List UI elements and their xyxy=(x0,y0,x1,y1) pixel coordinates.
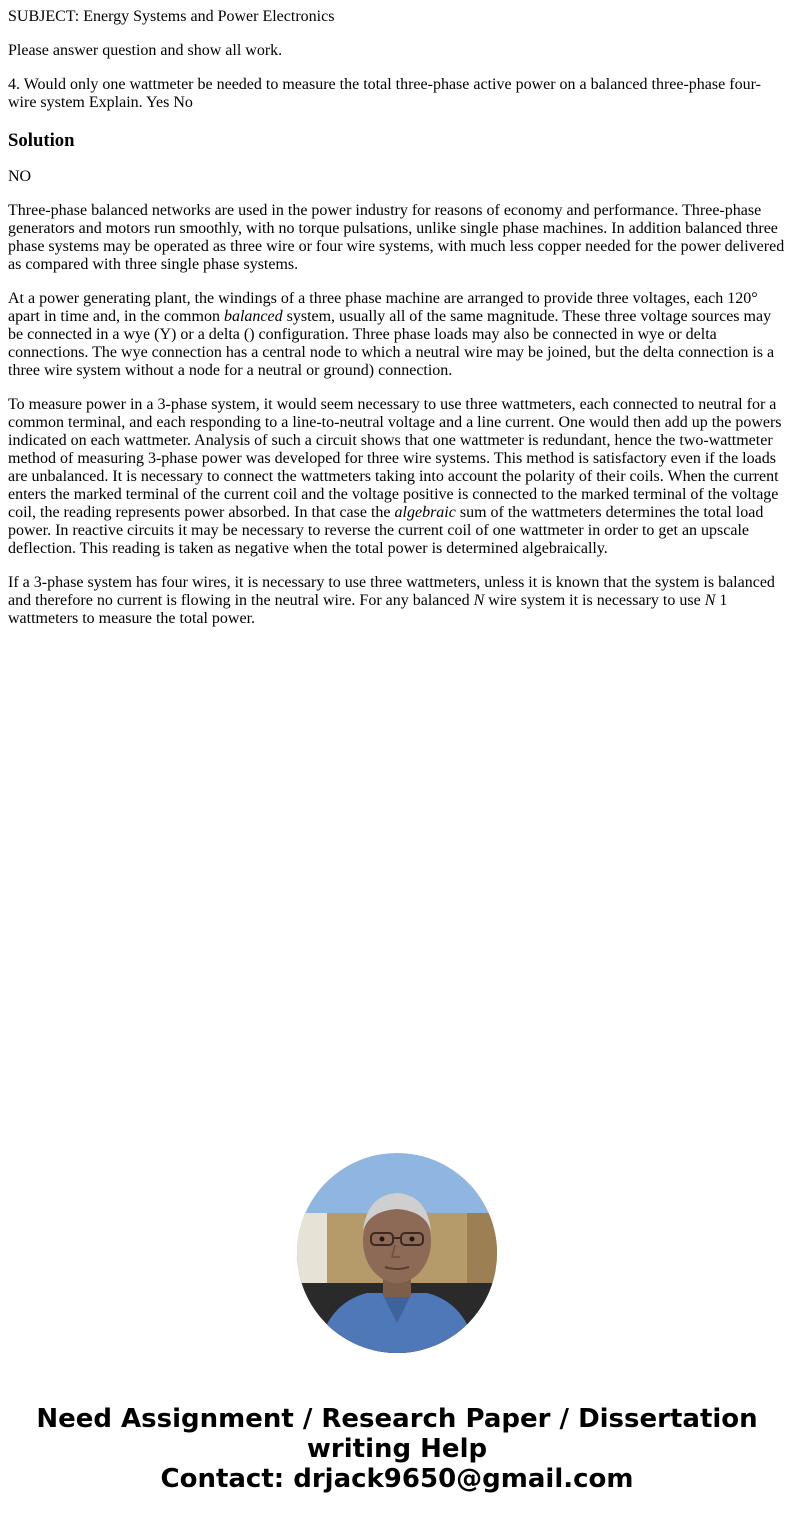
p3-text-a: To measure power in a 3-phase system, it would seem necessary to use three wattmeters, each connected to neutral for a common terminal, and each responding to a line-to-neutral voltage and a line current. One would then add up the powers indicated on each wattmeter. Analysis of such a circuit shows that one wattmeter is redundant, hence the two-wattmeter method of measuring 3-phase power was developed for three wire systems. This method is satisfactory even if the loads are unbalanced. It is necessary to connect the wattmeters taking into account the polarity of their coils. When the current enters the marked terminal of the current coil and the voltage positive is connected to the marked terminal of the voltage coil, the reading represents power absorbed. In that case the xyxy=(8,396,782,521)
document-body xyxy=(8,0,786,644)
instruction-line: Please answer question and show all work. xyxy=(8,42,283,59)
p2-text-b: system, usually all of the same magnitude. These three voltage sources may be connected in a wye (Y) or a delta () configuration. Three phase loads may also be connected in wye or delta connections. The wye connection has a central node to which a neutral wire may be joined, but the delta connection is a three wire system without a node for a neutral or ground) connection. xyxy=(8,308,775,379)
subject-line: SUBJECT: Energy Systems and Power Electronics xyxy=(8,8,335,25)
solution-answer: NO xyxy=(8,168,32,185)
p4-text-a: If a 3-phase system has four wires, it is necessary to use three wattmeters, unless it is known that the system is balanced and therefore no current is flowing in the neutral wire. For any balanced xyxy=(8,574,775,609)
promo-banner xyxy=(0,1404,794,1494)
promo-line-1: Need Assignment / Research Paper / Dissertation xyxy=(36,1404,758,1434)
solution-paragraph-2 xyxy=(8,290,786,380)
promo-line-2: writing Help xyxy=(306,1434,488,1464)
p4-text-c: 1 wattmeters to measure the total power. xyxy=(8,592,728,627)
p3-text-b: sum of the wattmeters determines the total load power. In reactive circuits it may be necessary to reverse the current coil of one wattmeter in order to get an upscale deflection. This reading is taken as negative when the total power is determined algebraically. xyxy=(8,504,764,557)
p2-emphasis: balanced xyxy=(223,308,283,325)
question-text: 4. Would only one wattmeter be needed to measure the total three-phase active power on a balanced three-phase four-wire system Explain. Yes No xyxy=(8,76,761,111)
avatar-portrait-image xyxy=(297,1153,497,1353)
p4-text-b: wire system it is necessary to use xyxy=(484,592,705,609)
avatar xyxy=(297,1153,497,1353)
solution-paragraph-3 xyxy=(8,396,786,558)
promo-contact-line: Contact: drjack9650@gmail.com xyxy=(160,1464,634,1494)
p4-emphasis-1: N xyxy=(473,592,485,609)
solution-paragraph-1: Three-phase balanced networks are used in the power industry for reasons of economy and performance. Three-phase generators and motors run smoothly, with no torque pulsations, unlike single phase machines. In addition balanced three phase systems may be operated as three wire or four wire systems, with much less copper needed for the power delivered as compared with three single phase systems. xyxy=(8,202,785,273)
solution-heading: Solution xyxy=(8,130,75,151)
p2-text-a: At a power generating plant, the windings of a three phase machine are arranged to provide three voltages, each 120° apart in time and, in the common xyxy=(8,290,758,325)
p3-emphasis: algebraic xyxy=(394,504,456,521)
p4-emphasis-2: N xyxy=(704,592,716,609)
solution-paragraph-4 xyxy=(8,574,786,628)
